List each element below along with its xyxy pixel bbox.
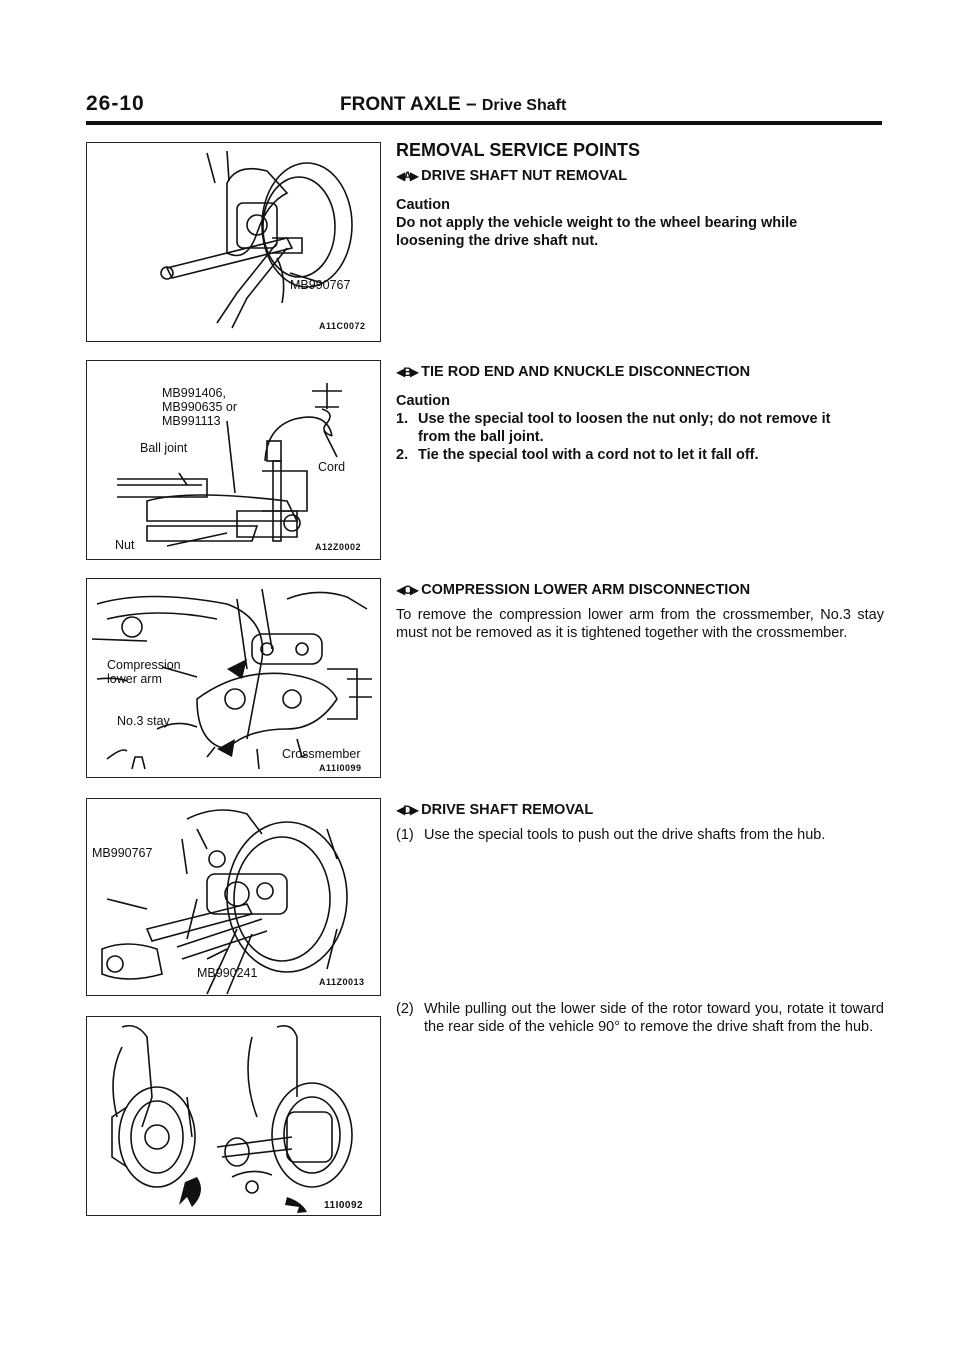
caution-label: Caution xyxy=(396,393,450,409)
label-tool-2: MB990635 or xyxy=(162,400,238,414)
section-b xyxy=(396,364,886,464)
section-a-heading xyxy=(396,168,886,184)
item-number: 2. xyxy=(396,447,409,463)
list-item xyxy=(396,1000,884,1036)
label-stay: No.3 stay xyxy=(117,714,170,728)
rotor-illustration xyxy=(87,1017,381,1216)
label-ball-joint: Ball joint xyxy=(140,441,188,455)
service-point-marker: ◀D▶ xyxy=(396,803,418,817)
label-nut: Nut xyxy=(115,538,135,552)
title-sub: Drive Shaft xyxy=(481,97,567,114)
section-a-text: Do not apply the vehicle weight to the wheel bearing while loosening the drive shaft nut. xyxy=(396,215,798,249)
label-tool-1: MB991406, xyxy=(162,386,226,400)
item-text: Use the special tools to push out the drive shafts from the hub. xyxy=(424,827,826,843)
service-point-marker: ◀C▶ xyxy=(396,583,418,597)
list-item xyxy=(396,826,866,844)
section-d xyxy=(396,802,886,1036)
figure-drive-shaft-removal xyxy=(86,798,381,996)
label-tool-1: MB990767 xyxy=(92,846,153,860)
item-number: (2) xyxy=(396,1001,414,1017)
section-c-text: To remove the compression lower arm from the crossmember, No.3 stay must not be removed as it is tightened together with the crossmember. xyxy=(396,607,884,641)
figure-code: A11C0072 xyxy=(319,321,366,331)
caution-label: Caution xyxy=(396,197,450,213)
figure-tie-rod xyxy=(86,360,381,560)
service-point-marker: ◀A▶ xyxy=(396,169,418,183)
section-b-title: TIE ROD END AND KNUCKLE DISCONNECTION xyxy=(421,364,751,380)
service-point-marker: ◀B▶ xyxy=(396,365,418,379)
figure-drive-shaft-nut xyxy=(86,142,381,342)
item-text: Use the special tool to loosen the nut only; do not remove it from the ball joint. xyxy=(418,411,831,445)
section-c-heading xyxy=(396,582,886,598)
figure-code: 11I0092 xyxy=(324,1200,364,1211)
marker-letter: C xyxy=(403,583,410,597)
page-title xyxy=(340,94,566,116)
marker-letter: A xyxy=(403,169,410,183)
figure-code: A11I0099 xyxy=(319,763,362,773)
label-tool-3: MB991113 xyxy=(162,414,221,428)
marker-letter: B xyxy=(403,365,410,379)
section-c xyxy=(396,582,886,642)
section-a xyxy=(396,168,886,250)
list-item xyxy=(396,446,886,464)
figure-rotor-rotation xyxy=(86,1016,381,1216)
label-cord: Cord xyxy=(318,460,346,474)
page-header xyxy=(86,92,881,122)
title-main: FRONT AXLE xyxy=(340,94,461,115)
label-tool: MB990767 xyxy=(290,278,351,292)
page-number: 26-10 xyxy=(86,92,145,115)
section-d-heading xyxy=(396,802,886,818)
section-c-title: COMPRESSION LOWER ARM DISCONNECTION xyxy=(421,582,751,598)
item-number: 1. xyxy=(396,411,409,427)
figure-code: A12Z0002 xyxy=(315,542,362,552)
title-separator: – xyxy=(460,94,482,115)
figure-compression-arm xyxy=(86,578,381,778)
hub-wrench-illustration xyxy=(87,143,381,342)
figure-code: A11Z0013 xyxy=(319,977,365,987)
section-b-heading xyxy=(396,364,886,380)
label-crossmember: Crossmember xyxy=(282,747,361,761)
main-heading: REMOVAL SERVICE POINTS xyxy=(396,140,641,160)
label-compression-1: Compression xyxy=(107,658,181,672)
item-text: While pulling out the lower side of the rotor toward you, rotate it toward the rear side of the vehicle 90° to remove the drive shaft from the hub. xyxy=(424,1001,884,1035)
item-text: Tie the special tool with a cord not to let it fall off. xyxy=(418,447,759,463)
header-rule xyxy=(86,121,882,125)
section-a-title: DRIVE SHAFT NUT REMOVAL xyxy=(421,168,628,184)
label-compression-2: lower arm xyxy=(107,672,162,686)
item-number: (1) xyxy=(396,827,414,843)
list-item xyxy=(396,410,866,446)
section-d-title: DRIVE SHAFT REMOVAL xyxy=(421,802,594,818)
marker-letter: D xyxy=(403,803,410,817)
label-tool-2: MB990241 xyxy=(197,966,258,980)
